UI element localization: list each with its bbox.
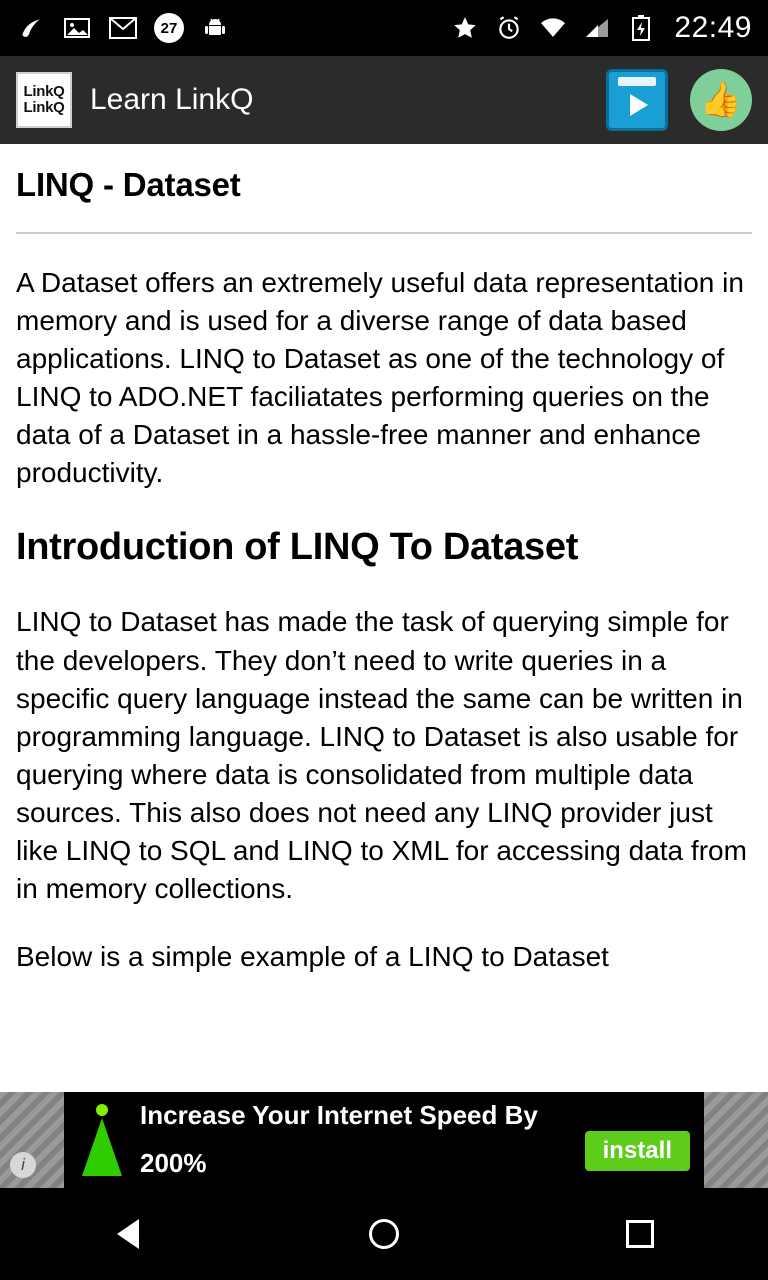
- paragraph-intro: A Dataset offers an extremely useful data representation in memory and is used for a diverse range of data based applications. LINQ to Dataset as one of the technology of LINQ to ADO.NET faciliatates performing queries on the data of a Dataset in a hassle-free manner and enhance productivity.: [16, 267, 744, 489]
- ad-text-block: [140, 1101, 690, 1179]
- ad-right-filler: [704, 1092, 768, 1188]
- ad-headline-line2: 200%: [140, 1148, 207, 1179]
- app-bar: [0, 56, 768, 144]
- home-circle-icon: [369, 1219, 399, 1249]
- video-tutorial-button[interactable]: [606, 69, 668, 131]
- traffic-cone-icon: [78, 1104, 126, 1176]
- alarm-clock-icon: [494, 13, 524, 43]
- cellular-signal-icon: [582, 13, 612, 43]
- ad-creative[interactable]: [64, 1092, 704, 1188]
- play-triangle-icon: [630, 94, 648, 116]
- app-bar-actions: [606, 69, 752, 131]
- android-robot-icon: [200, 13, 230, 43]
- section-heading: Introduction of LINQ To Dataset: [16, 526, 579, 569]
- page-title: LINQ - Dataset: [16, 166, 241, 203]
- back-triangle-icon: [117, 1219, 139, 1249]
- thumbs-up-icon: 👍: [699, 81, 743, 119]
- wifi-icon: [538, 13, 568, 43]
- status-bar-clock: 22:49: [674, 11, 752, 44]
- star-icon: [450, 13, 480, 43]
- video-screen-bar: [618, 77, 656, 86]
- paragraph-partial: Below is a simple example of a LINQ to Dataset: [16, 941, 609, 973]
- nav-home-button[interactable]: [324, 1188, 444, 1280]
- nav-recents-button[interactable]: [580, 1188, 700, 1280]
- article-content[interactable]: [0, 144, 768, 1188]
- ad-headline-line1: Increase Your Internet Speed By: [140, 1100, 538, 1131]
- app-logo-icon: [16, 72, 72, 128]
- system-navigation-bar: [0, 1188, 768, 1280]
- like-button[interactable]: [690, 69, 752, 131]
- recents-square-icon: [626, 1220, 654, 1248]
- nav-back-button[interactable]: [68, 1188, 188, 1280]
- title-divider: [16, 232, 752, 234]
- app-logo-line2: LinkQ: [23, 99, 65, 116]
- ad-install-button[interactable]: install: [585, 1131, 690, 1171]
- ad-banner[interactable]: [0, 1092, 768, 1188]
- status-bar-notifications: [16, 13, 230, 43]
- image-icon: [62, 13, 92, 43]
- battery-charging-icon: [626, 13, 656, 43]
- paragraph-body: LINQ to Dataset has made the task of querying simple for the developers. They don’t need to write queries in a specific query language instead the same can be written in programming language. LINQ to Dataset is also usable for querying where data is consolidated from multiple data sources. This also does not need any LINQ provider just like LINQ to SQL and LINQ to XML for accessing data from in memory collections.: [16, 606, 747, 905]
- notification-count-badge: 27: [154, 13, 184, 43]
- app-title: Learn LinkQ: [90, 83, 254, 116]
- gmail-icon: [108, 13, 138, 43]
- ad-info-icon[interactable]: i: [10, 1152, 36, 1178]
- status-bar: [0, 0, 768, 56]
- ad-left-filler: [0, 1092, 64, 1188]
- app-logo-line1: LinkQ: [23, 83, 65, 101]
- signal-wave-icon: [16, 13, 46, 43]
- status-bar-system-icons: [450, 11, 752, 45]
